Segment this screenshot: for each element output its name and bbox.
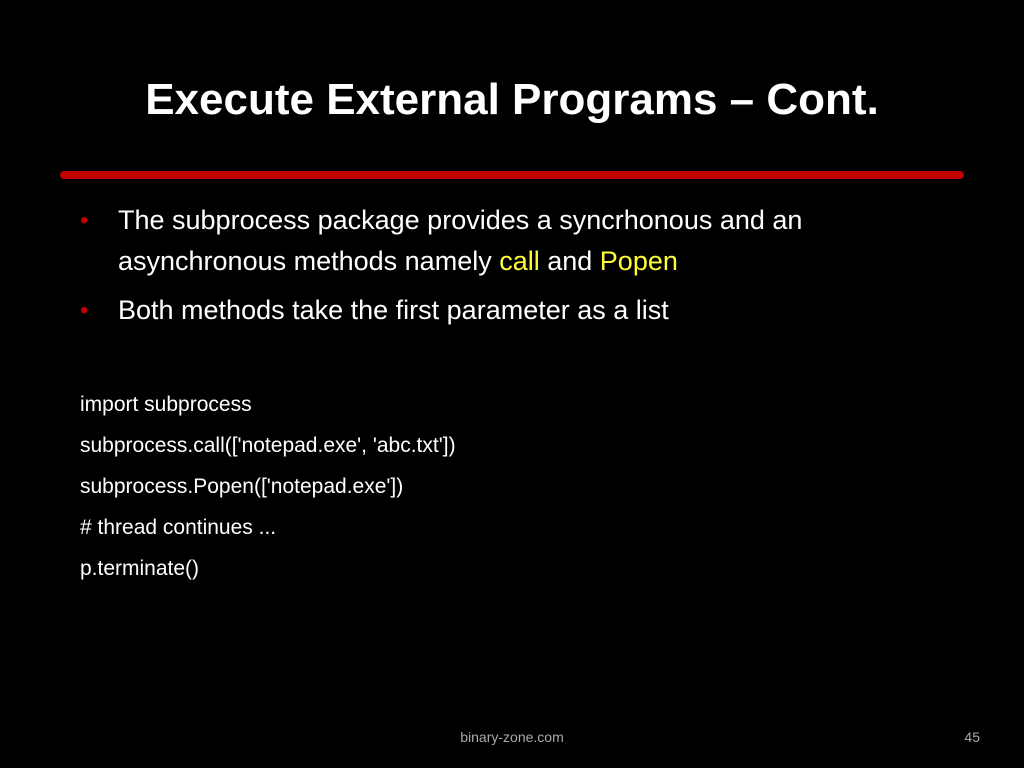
bullet-dot-icon: • bbox=[80, 207, 89, 234]
slide-title: Execute External Programs – Cont. bbox=[145, 75, 879, 124]
title-divider bbox=[60, 171, 964, 179]
code-block bbox=[80, 384, 960, 589]
highlight-popen: Popen bbox=[599, 246, 678, 276]
code-line: # thread continues ... bbox=[80, 516, 277, 539]
code-line: subprocess.Popen(['notepad.exe']) bbox=[80, 475, 404, 498]
bullet-dot-icon: • bbox=[80, 297, 89, 324]
bullet-text: The subprocess package provides a syncrhonous and an asynchronous methods namely bbox=[118, 205, 803, 276]
footer-text: binary-zone.com bbox=[460, 729, 564, 745]
code-line: import subprocess bbox=[80, 393, 252, 416]
bullet-item bbox=[80, 290, 960, 331]
code-line: subprocess.call(['notepad.exe', 'abc.txt']) bbox=[80, 434, 456, 457]
highlight-call: call bbox=[499, 246, 540, 276]
bullet-text: Both methods take the first parameter as a list bbox=[118, 295, 669, 325]
bullet-list bbox=[80, 200, 960, 339]
code-line: p.terminate() bbox=[80, 557, 200, 580]
bullet-text-middle: and bbox=[539, 246, 600, 276]
page-number: 45 bbox=[964, 729, 980, 745]
bullet-item bbox=[80, 200, 960, 282]
